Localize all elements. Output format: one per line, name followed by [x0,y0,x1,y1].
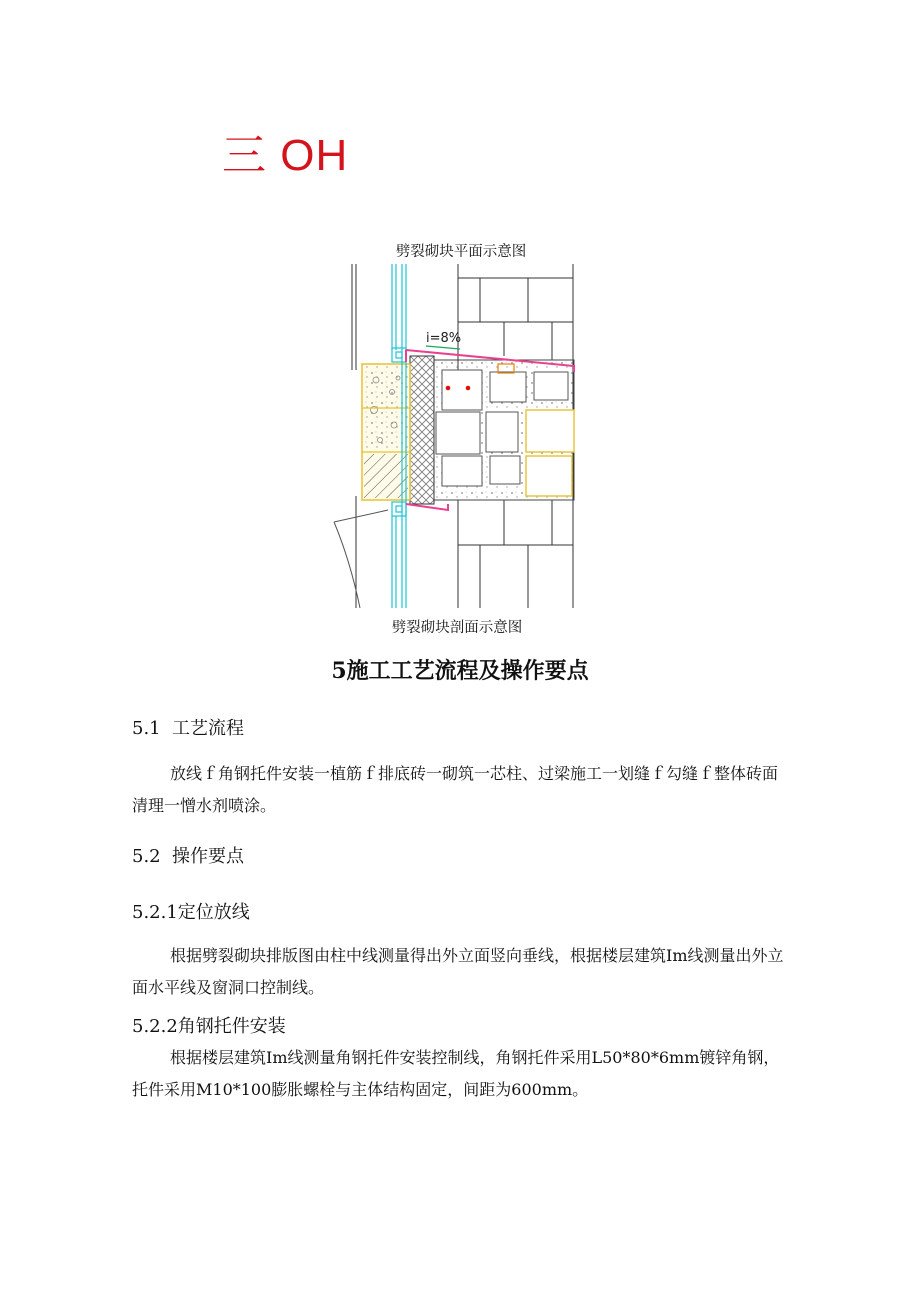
rebar-dot [446,386,451,391]
paragraph-5-2-2-text: 根据楼层建筑Im线测量角钢托件安装控制线，角钢托件采用L50*80*6mm镀锌角钢，托件采用M10*100膨胀螺栓与主体结构固定，间距为600mm。 [132,1048,780,1099]
paragraph-5-2-1-text: 根据劈裂砌块排版图由柱中线测量得出外立面竖向垂线，根据楼层建筑Im线测量出外立面水平线及窗洞口控制线。 [132,946,784,997]
heading-5-1-number: 5.1 [132,718,161,739]
block-section-drawing [330,260,590,612]
rebar-dot [466,386,471,391]
heading-5-1 [132,714,244,740]
figure-bottom-caption: 劈裂砌块剖面示意图 [391,620,523,636]
heading-5-2-text: 操作要点 [172,846,244,867]
heading-5-1-text: 工艺流程 [172,718,244,739]
paragraph-5-2-2 [132,1042,792,1106]
heading-5-2-number: 5.2 [132,846,161,867]
figure-top-caption: 劈裂砌块平面示意图 [395,244,527,260]
slope-arrow [426,346,460,349]
heading-5-2-2: 5.2.2角钢托件安装 [132,1016,286,1037]
heading-5-2 [132,842,244,868]
paragraph-5-2-1 [132,940,792,1004]
section-5-title: 5施工工艺流程及操作要点 [331,658,589,684]
header-title: 三 OH [222,131,349,180]
paragraph-5-1-text: 放线ｆ角钢托件安装一植筋ｆ排底砖一砌筑一芯柱、过梁施工一划缝ｆ勾缝ｆ整体砖面清理一憎水剂喷涂。 [132,764,779,815]
heading-5-2-1: 5.2.1定位放线 [132,902,250,923]
insulation-layer [410,356,434,504]
slope-label: i=8% [426,331,462,346]
paragraph-5-1 [132,758,792,822]
